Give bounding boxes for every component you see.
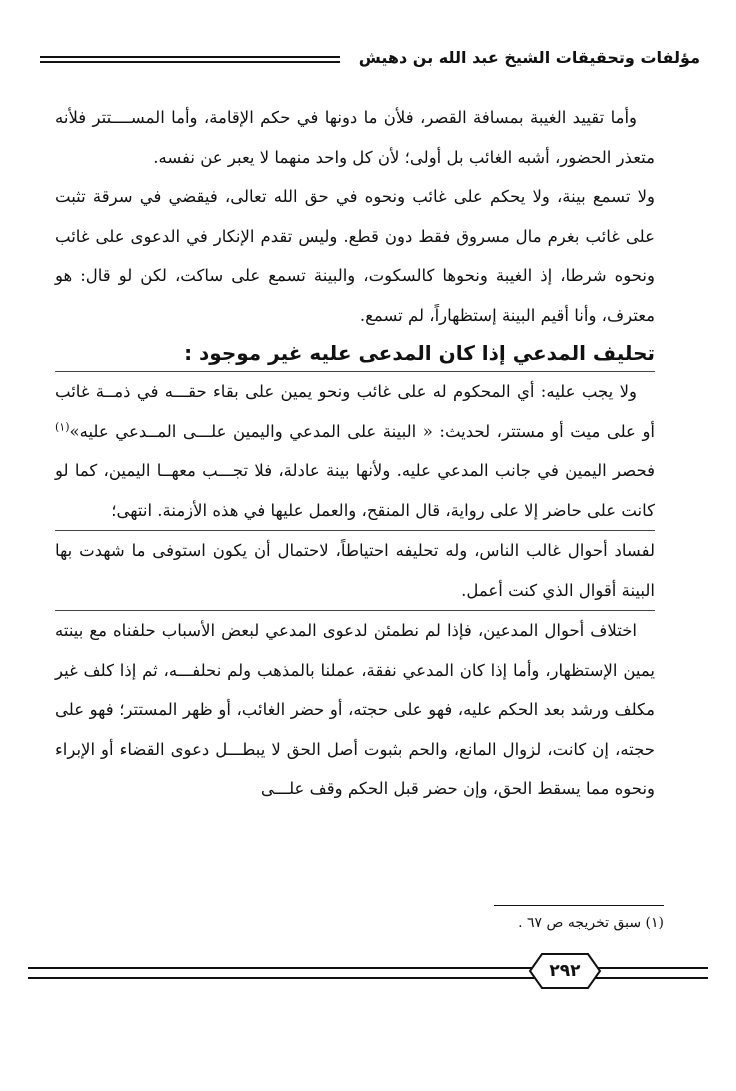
paragraph: ولا تسمع بينة، ولا يحكم على غائب ونحوه في حق الله تعالى، فيقضي في سرقة تثبت على غائب بغرم مال مسروق فقط دون قطع. وليس تقدم الإنكار في الدعوى على غائب ونحوه شرطا، إذ الغيبة ونحوها كالسكوت، والبينة تسمع على ساكت، لكن لو قال: هو معترف، وأنا أقيم البينة إستظهاراً، لم تسمع.: [55, 187, 655, 325]
bottom-double-rule: [28, 967, 708, 979]
body-text: [55, 98, 655, 809]
section-heading: تحليف المدعي إذا كان المدعى عليه غير موجود :: [184, 341, 655, 365]
paragraph: [55, 372, 655, 530]
page-number-badge: [528, 952, 602, 990]
page-number: ٢٩٢: [549, 961, 581, 981]
paragraph-text: فحصر اليمين في جانب المدعي عليه. ولأنها بينة عادلة، فلا تجـــب معهــا اليمين، كما لو كانت على حاضر إلا على رواية، قال المنقح، والعمل عليها في هذه الأزمنة. انتهى؛: [55, 461, 655, 520]
footnote-marker: (١): [55, 420, 70, 433]
paragraph: وأما تقييد الغيبة بمسافة القصر، فلأن ما دونها في حكم الإقامة، وأما المســــتتر فلأنه متعذر الحضور، أشبه الغائب بل أولى؛ لأن كل واحد منهما لا يعبر عن نفسه.: [55, 108, 655, 167]
header-title: مؤلفات وتحقيقات الشيخ عبد الله بن دهيش: [351, 48, 700, 67]
footnote: (١) سبق تخريجه ص ٦٧ .: [518, 915, 664, 931]
footnote-divider: [494, 905, 664, 906]
paragraph: لفساد أحوال غالب الناس، وله تحليفه احتياطاً، لاحتمال أن يكون استوفى ما شهدت بها البينة أقوال الذي كنت أعمل.: [55, 541, 655, 600]
running-header: [40, 50, 700, 72]
header-double-rule: [40, 56, 340, 63]
paragraph: اختلاف أحوال المدعين، فإذا لم نطمئن لدعوى المدعي لبعض الأسباب حلفناه مع بينته يمين الإستظهار، وأما إذا كان المدعي نفقة، عملنا بالمذهب ولم نحلفـــه، ثم إذا كلف غير مكلف ورشد بعد الحكم عليه، فهو على حجته، أو حضر الغائب، أو ظهر المستتر؛ فهو على حجته، إن كانت، لزوال المانع، والحم بثبوت أصل الحق لا يبطـــل دعوى القضاء أو الإبراء ونحوه مما يسقط الحق، وإن حضر قبل الحكم وقف علـــى: [55, 621, 655, 798]
paragraph-text: ولا يجب عليه: أي المحكوم له على غائب ونحو يمين على بقاء حقـــه في ذمــة غائب أو على ميت أو مستتر، لحديث: « البينة على المدعي واليمين علـــى المــدعي عليه»: [55, 382, 655, 441]
